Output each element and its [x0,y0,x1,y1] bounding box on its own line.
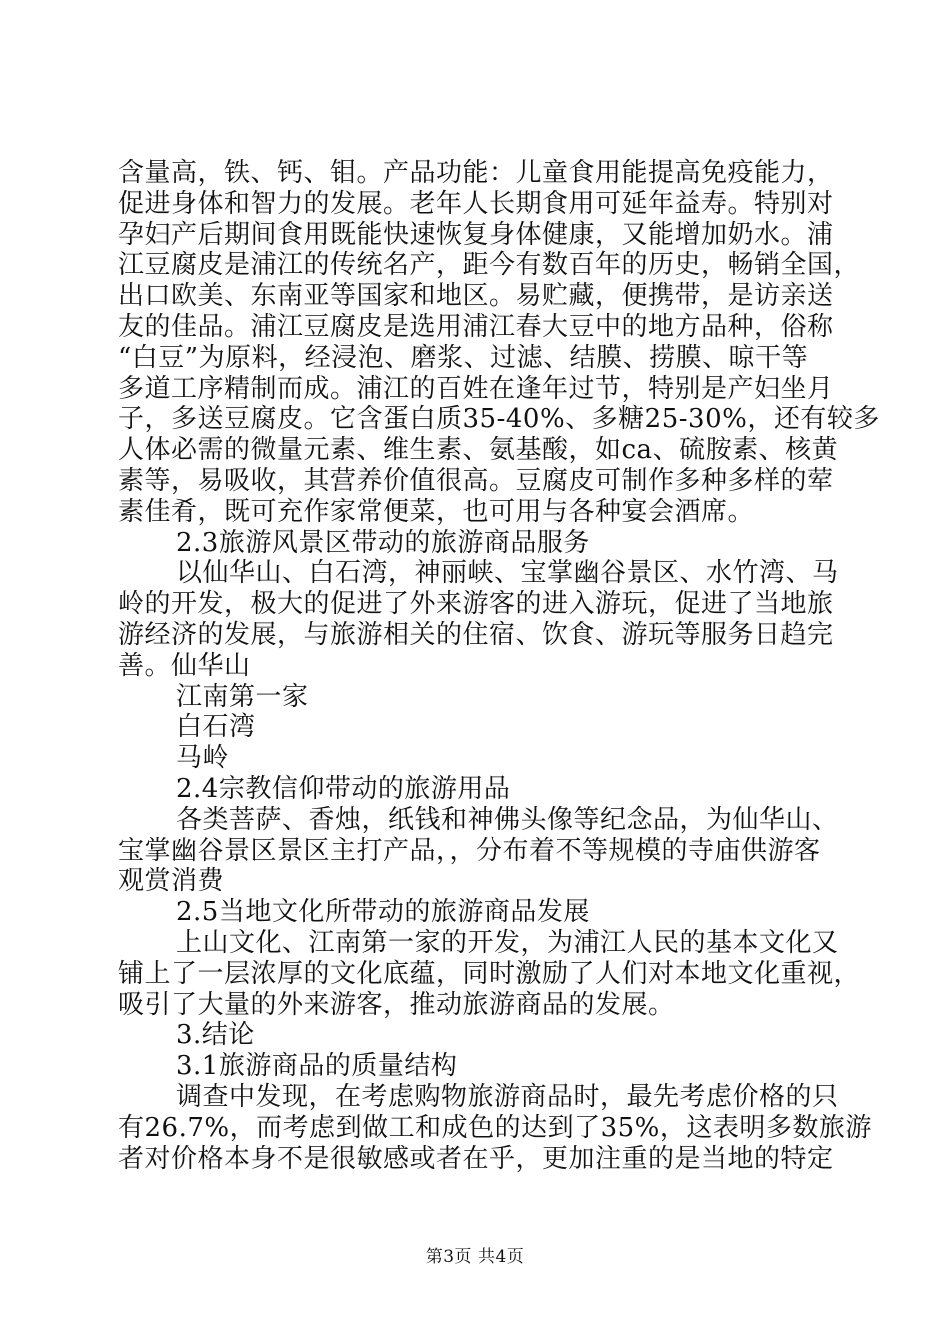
text-line: 铺上了一层浓厚的文化底蕴，同时激励了人们对本地文化重视， [118,958,861,989]
text-line: 多道工序精制而成。浦江的百姓在逢年过节，特别是产妇坐月 [118,373,834,404]
page-footer: 第3页 共4页 [425,1247,525,1267]
text-line: 调查中发现，在考虑购物旅游商品时，最先考虑价格的只 [176,1081,839,1112]
text-line: 子，多送豆腐皮。它含蛋白质35-40%、多糖25-30%，还有较多 [118,404,880,435]
text-line: 上山文化、江南第一家的开发，为浦江人民的基本文化又 [176,927,839,958]
text-line: 友的佳品。浦江豆腐皮是选用浦江春大豆中的地方品种，俗称 [118,311,834,342]
text-line: 素佳肴，既可充作家常便菜，也可用与各种宴会酒席。 [118,496,755,527]
text-line: 3.结论 [176,1020,255,1051]
text-line: 2.3旅游风景区带动的旅游商品服务 [176,527,590,558]
text-line: 江豆腐皮是浦江的传统名产，距今有数百年的历史，畅销全国， [118,250,861,281]
text-line: 各类菩萨、香烛，纸钱和神佛头像等纪念品，为仙华山、 [176,804,839,835]
text-line: 善。仙华山 [118,650,251,681]
text-line: 白石湾 [176,712,256,743]
text-line: 观赏消费 [118,866,225,897]
text-line: 人体必需的微量元素、维生素、氨基酸，如ca、硫胺素、核黄 [118,435,839,466]
text-line: 以仙华山、白石湾，神丽峡、宝掌幽谷景区、水竹湾、马 [176,558,839,589]
text-line: 2.5当地文化所带动的旅游商品发展 [176,897,590,928]
text-line: 江南第一家 [176,681,309,712]
text-line: 出口欧美、东南亚等国家和地区。易贮藏，便携带，是访亲送 [118,281,834,312]
text-line: 游经济的发展，与旅游相关的住宿、饮食、游玩等服务日趋完 [118,619,834,650]
text-line: “白豆”为原料，经浸泡、磨浆、过滤、结膜、捞膜、晾干等 [118,342,809,373]
text-line: 素等，易吸收，其营养价值很高。豆腐皮可制作多种多样的荤 [118,465,834,496]
text-line: 者对价格本身不是很敏感或者在乎，更加注重的是当地的特定 [118,1143,834,1174]
text-line: 马岭 [176,743,230,774]
text-line: 宝掌幽谷景区景区主打产品，，分布着不等规模的寺庙供游客 [118,835,821,866]
text-line: 3.1旅游商品的质量结构 [176,1051,458,1082]
text-line: 孕妇产后期间食用既能快速恢复身体健康，又能增加奶水。浦 [118,219,834,250]
text-line: 促进身体和智力的发展。老年人长期食用可延年益寿。特别对 [118,188,834,219]
text-line: 含量高，铁、钙、钼。产品功能：儿童食用能提高免疫能力， [118,158,834,188]
text-line: 吸引了大量的外来游客，推动旅游商品的发展。 [118,989,675,1020]
text-line: 有26.7%，而考虑到做工和成色的达到了35%，这表明多数旅游 [118,1112,872,1143]
text-line: 2.4宗教信仰带动的旅游用品 [176,773,511,804]
document-body [118,158,880,1174]
text-line: 岭的开发，极大的促进了外来游客的进入游玩，促进了当地旅 [118,589,834,620]
